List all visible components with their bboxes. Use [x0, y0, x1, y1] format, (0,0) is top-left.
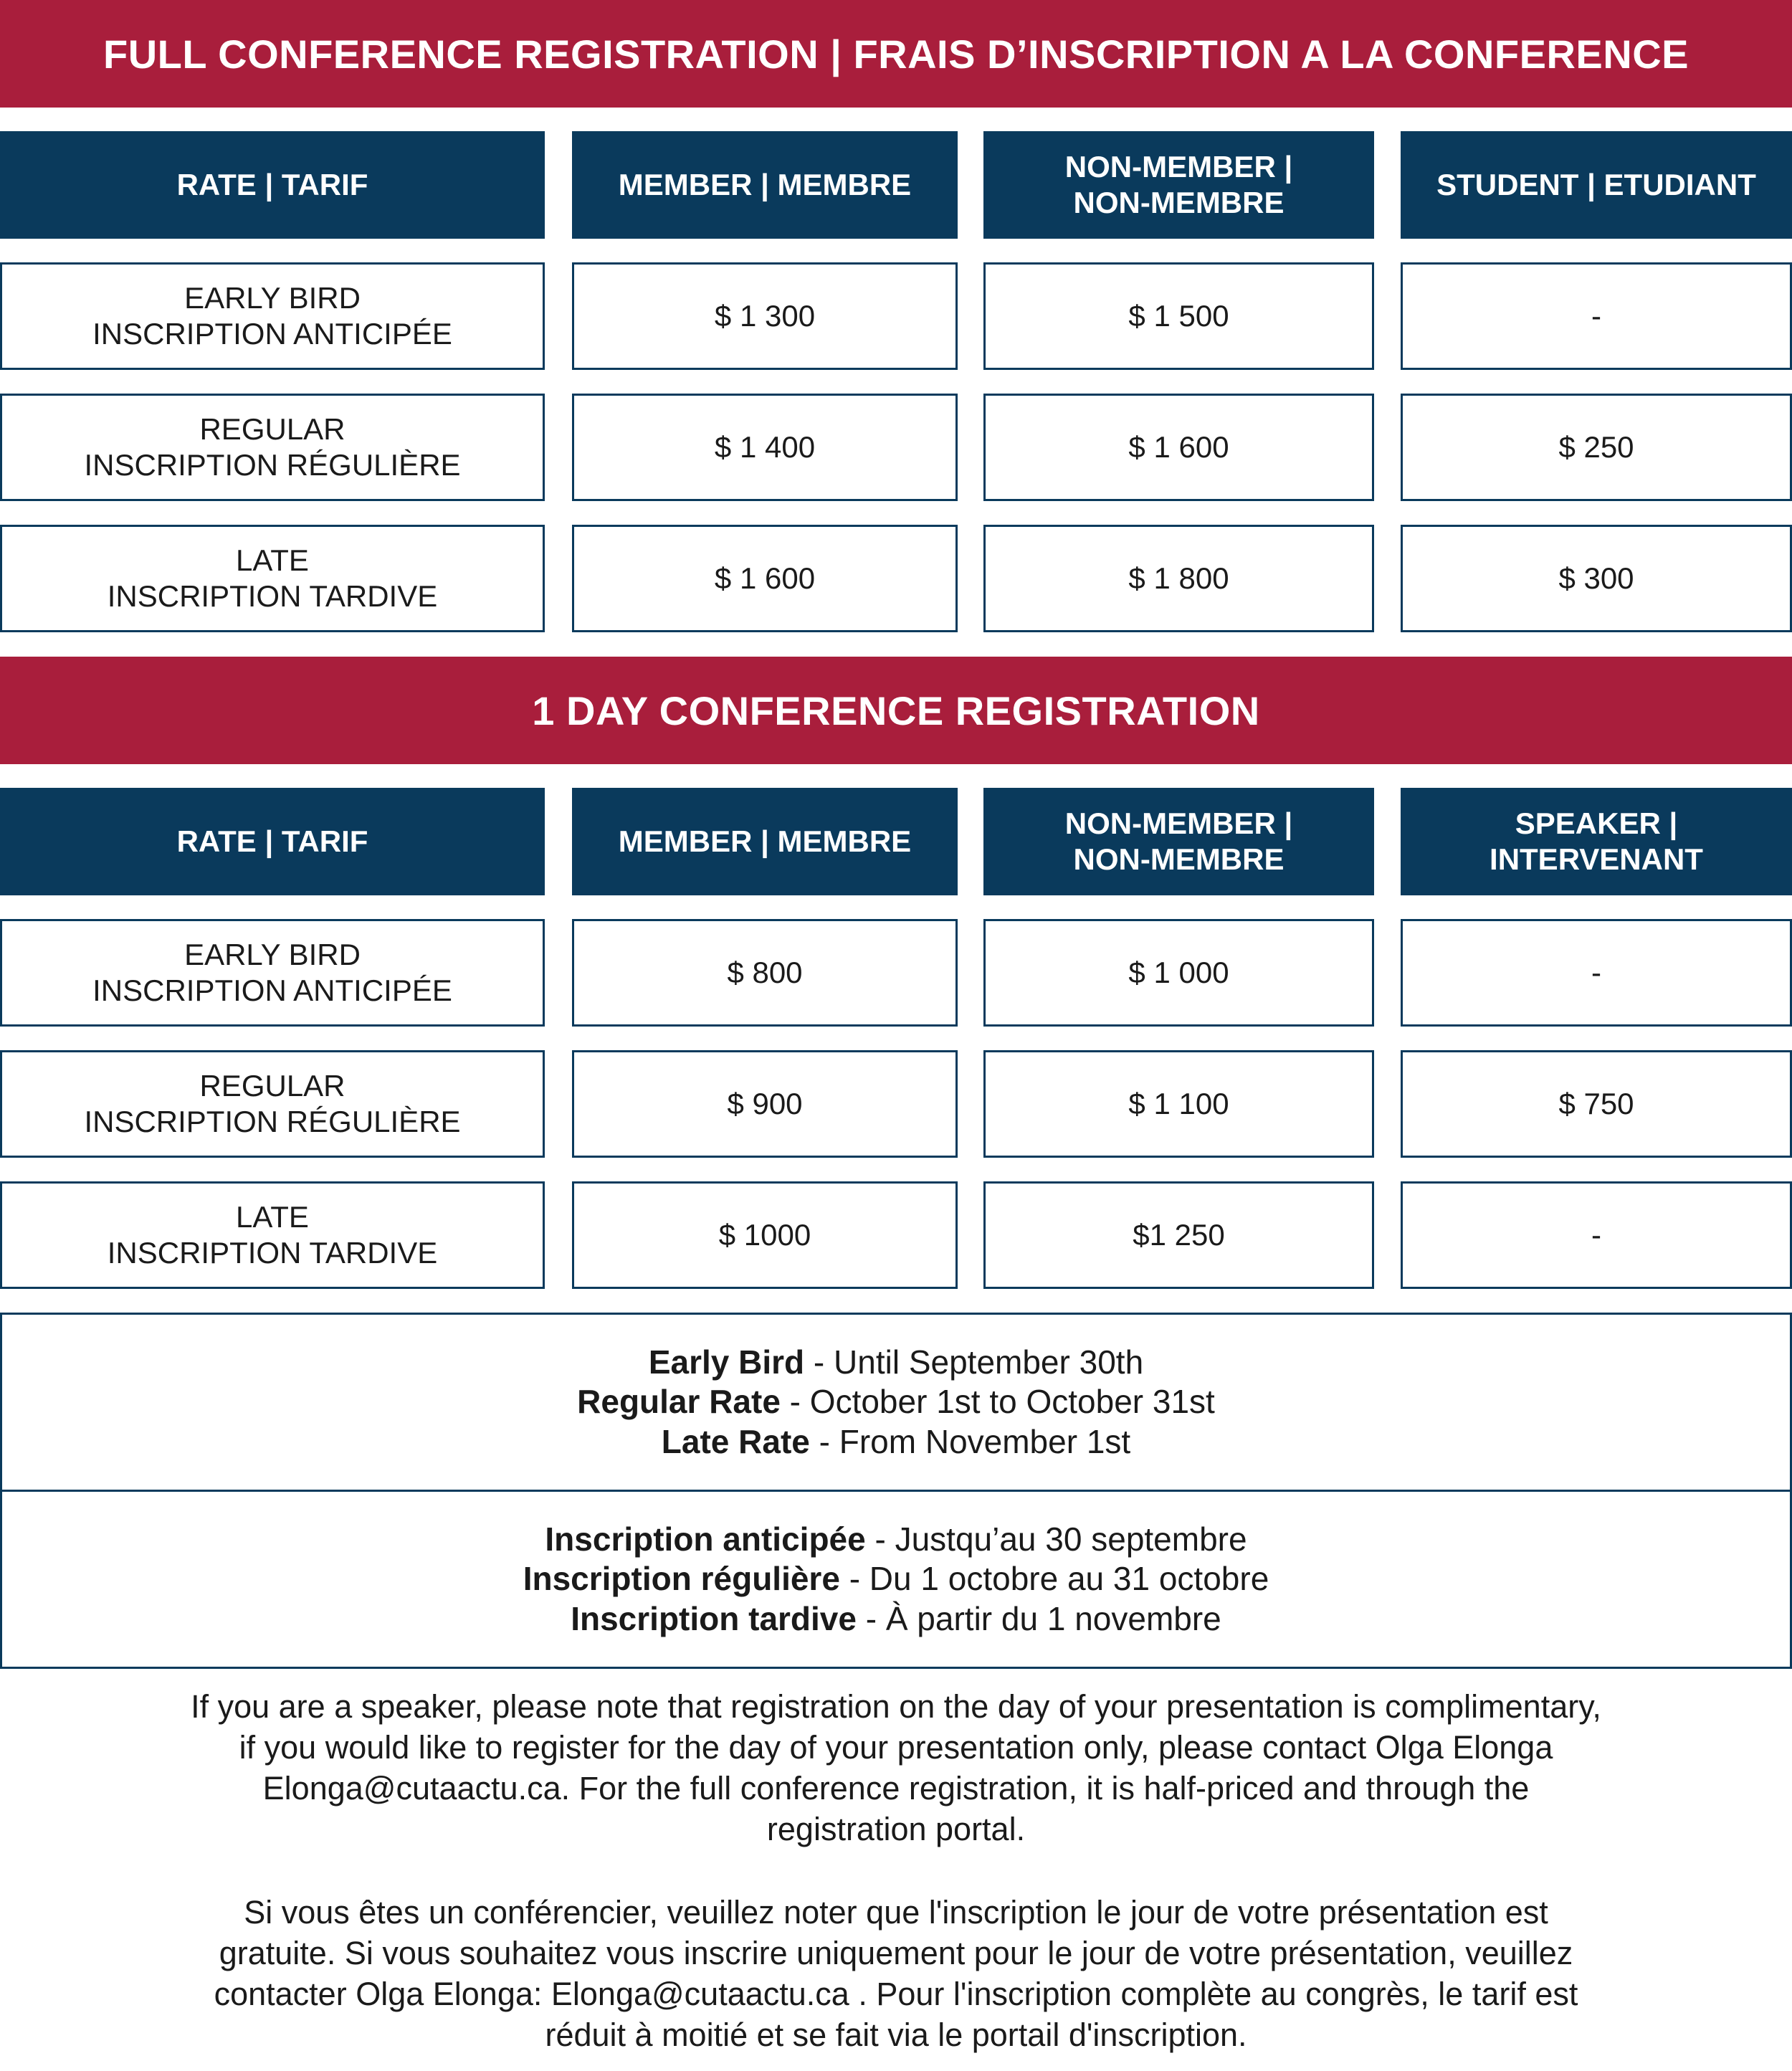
- oneday-member-early: [572, 919, 958, 1027]
- full-conference-title: FULL CONFERENCE REGISTRATION | FRAIS D’INSCRIPTION A LA CONFERENCE: [103, 31, 1689, 77]
- oneday-header-member: [572, 788, 958, 895]
- rate-label-fr: INSCRIPTION ANTICIPÉE: [92, 317, 452, 351]
- note-line: Si vous êtes un conférencier, veuillez noter que l'inscription le jour de votre présentation est: [244, 1894, 1548, 1930]
- note-line: If you are a speaker, please note that registration on the day of your presentation is complimentary,: [191, 1688, 1601, 1725]
- dates-english-box: [0, 1313, 1792, 1492]
- rate-label: REGULAR: [199, 411, 345, 446]
- price: $ 1 400: [714, 429, 816, 464]
- full-member-early: [572, 262, 958, 370]
- note-line: gratuite. Si vous souhaitez vous inscrire uniquement pour le jour de votre présentation, veuillez: [219, 1935, 1573, 1971]
- header-label: SPEAKER |: [1515, 806, 1678, 840]
- date-text: - À partir du 1 novembre: [856, 1599, 1221, 1637]
- rate-label-fr: INSCRIPTION TARDIVE: [107, 579, 438, 613]
- full-nonmember-early: [983, 262, 1374, 370]
- date-text: - Du 1 octobre au 31 octobre: [839, 1560, 1269, 1598]
- price: $ 900: [727, 1086, 803, 1120]
- oneday-rate-regular: [0, 1050, 545, 1158]
- rate-label-fr: INSCRIPTION RÉGULIÈRE: [84, 448, 461, 482]
- price: $ 1 100: [1128, 1086, 1229, 1120]
- date-text: - October 1st to October 31st: [780, 1383, 1215, 1421]
- full-nonmember-late: [983, 525, 1374, 632]
- full-header-member: [572, 131, 958, 239]
- date-label: Early Bird: [648, 1343, 805, 1381]
- full-rate-regular: [0, 394, 545, 501]
- full-student-late: [1401, 525, 1792, 632]
- rate-label: EARLY BIRD: [184, 280, 361, 315]
- oneday-member-late: [572, 1181, 958, 1289]
- oneday-nonmember-late: [983, 1181, 1374, 1289]
- full-member-regular: [572, 394, 958, 501]
- price: $ 1 800: [1128, 561, 1229, 595]
- rate-label-fr: INSCRIPTION RÉGULIÈRE: [84, 1105, 461, 1138]
- price: $ 250: [1558, 429, 1634, 464]
- header-label: RATE | TARIF: [176, 824, 368, 858]
- oneday-header-speaker: [1401, 788, 1792, 895]
- note-line: if you would like to register for the day of your presentation only, please contact Olga Elonga: [239, 1729, 1553, 1766]
- full-student-early: [1401, 262, 1792, 370]
- date-line: [545, 1520, 1247, 1559]
- note-line: contacter Olga Elonga: Elonga@cutaactu.ca . Pour l'inscription complète au congrès, le tarif est: [214, 1976, 1578, 2012]
- price: -: [1591, 298, 1601, 333]
- rate-label: EARLY BIRD: [184, 937, 361, 971]
- header-label: RATE | TARIF: [176, 167, 368, 201]
- price: $ 300: [1558, 561, 1634, 595]
- price: $ 1000: [718, 1217, 811, 1252]
- date-line: [662, 1422, 1130, 1462]
- oneday-member-regular: [572, 1050, 958, 1158]
- date-label: Inscription anticipée: [545, 1520, 866, 1558]
- one-day-banner: [0, 657, 1792, 764]
- oneday-rate-late: [0, 1181, 545, 1289]
- oneday-speaker-late: [1401, 1181, 1792, 1289]
- oneday-speaker-regular: [1401, 1050, 1792, 1158]
- note-line: réduit à moitié et se fait via le portail d'inscription.: [545, 2017, 1247, 2053]
- full-nonmember-regular: [983, 394, 1374, 501]
- date-line: [649, 1343, 1143, 1382]
- header-label: STUDENT | ETUDIANT: [1436, 167, 1756, 201]
- price: $ 1 300: [714, 298, 816, 333]
- header-label: MEMBER | MEMBRE: [618, 824, 912, 858]
- rate-label-fr: INSCRIPTION ANTICIPÉE: [92, 973, 452, 1007]
- price: -: [1591, 1217, 1601, 1252]
- header-label: NON-MEMBRE: [1073, 186, 1285, 219]
- price: -: [1591, 955, 1601, 989]
- price: $ 800: [727, 955, 803, 989]
- date-line: [523, 1559, 1269, 1599]
- oneday-rate-early: [0, 919, 545, 1027]
- date-label: Inscription tardive: [571, 1599, 857, 1637]
- rate-label-fr: INSCRIPTION TARDIVE: [107, 1236, 438, 1270]
- full-member-late: [572, 525, 958, 632]
- header-label: MEMBER | MEMBRE: [618, 167, 912, 201]
- note-line: registration portal.: [766, 1811, 1026, 1847]
- oneday-header-nonmember: [983, 788, 1374, 895]
- price: $ 750: [1558, 1086, 1634, 1120]
- dates-french-box: [0, 1490, 1792, 1669]
- date-label: Late Rate: [661, 1422, 810, 1460]
- date-label: Inscription régulière: [523, 1560, 840, 1598]
- full-header-student: [1401, 131, 1792, 239]
- date-text: - Justqu’au 30 septembre: [865, 1520, 1247, 1558]
- one-day-title: 1 DAY CONFERENCE REGISTRATION: [532, 687, 1260, 733]
- date-text: - From November 1st: [809, 1422, 1131, 1460]
- price: $ 1 600: [714, 561, 816, 595]
- oneday-nonmember-regular: [983, 1050, 1374, 1158]
- header-label: NON-MEMBRE: [1073, 842, 1285, 876]
- rate-label: LATE: [236, 1199, 309, 1234]
- oneday-header-rate: [0, 788, 545, 895]
- speaker-note-english: [29, 1686, 1763, 1849]
- full-conference-banner: [0, 0, 1792, 108]
- full-student-regular: [1401, 394, 1792, 501]
- full-rate-late: [0, 525, 545, 632]
- note-line: Elonga@cutaactu.ca. For the full conference registration, it is half-priced and through the: [262, 1770, 1530, 1806]
- price: $ 1 600: [1128, 429, 1229, 464]
- price: $ 1 500: [1128, 298, 1229, 333]
- date-text: - Until September 30th: [804, 1343, 1144, 1381]
- rate-label: LATE: [236, 543, 309, 577]
- speaker-note-french: [29, 1892, 1763, 2055]
- date-label: Regular Rate: [577, 1383, 781, 1421]
- price: $1 250: [1133, 1217, 1225, 1252]
- date-line: [577, 1382, 1215, 1422]
- header-label: INTERVENANT: [1490, 842, 1703, 876]
- full-rate-early: [0, 262, 545, 370]
- header-label: NON-MEMBER |: [1064, 806, 1293, 840]
- price: $ 1 000: [1128, 955, 1229, 989]
- oneday-nonmember-early: [983, 919, 1374, 1027]
- full-header-nonmember: [983, 131, 1374, 239]
- full-header-rate: [0, 131, 545, 239]
- oneday-speaker-early: [1401, 919, 1792, 1027]
- rate-label: REGULAR: [199, 1068, 345, 1103]
- header-label: NON-MEMBER |: [1064, 149, 1293, 184]
- date-line: [571, 1599, 1221, 1639]
